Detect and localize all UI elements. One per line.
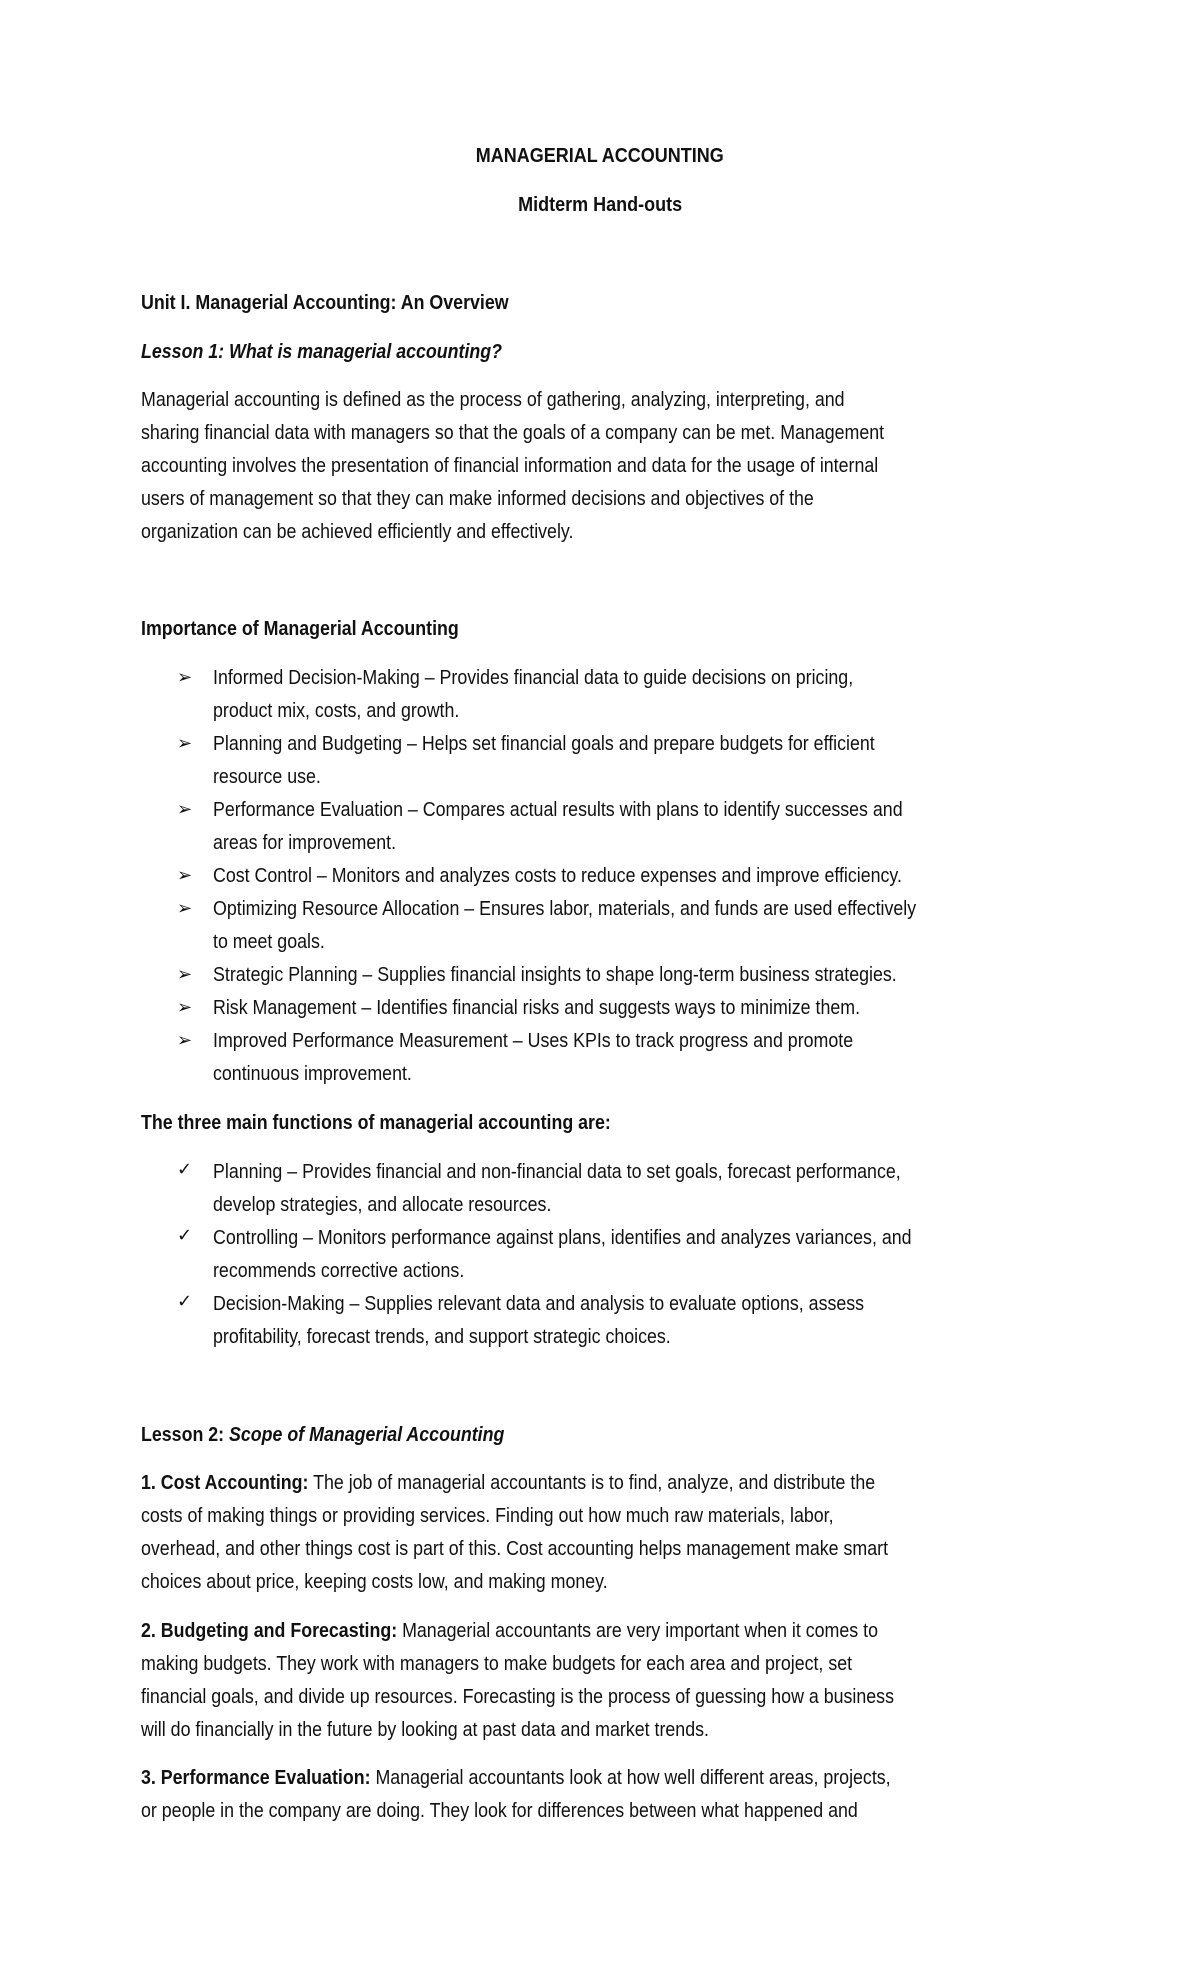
body-line: accounting involves the presentation of financial information and data for the usage of internal	[141, 455, 879, 477]
list-item-line: Improved Performance Measurement – Uses KPIs to track progress and promote	[213, 1030, 854, 1052]
section-first-line	[141, 1619, 878, 1643]
body-line: Managerial accounting is defined as the process of gathering, analyzing, interpreting, and	[141, 389, 845, 411]
section-line: overhead, and other things cost is part of this. Cost accounting helps management make smart	[141, 1538, 889, 1560]
body-line: organization can be achieved efficiently and effectively.	[141, 521, 574, 543]
section-label: 3. Performance Evaluation:	[141, 1767, 371, 1789]
section-text: Managerial accountants look at how well different areas, projects,	[370, 1767, 891, 1789]
list-item-line: Strategic Planning – Supplies financial insights to shape long-term business strategies.	[213, 964, 897, 986]
list-item-line: continuous improvement.	[213, 1063, 412, 1085]
list-item-line: Planning and Budgeting – Helps set financial goals and prepare budgets for efficient	[213, 733, 875, 755]
list-item-line: recommends corrective actions.	[213, 1260, 465, 1282]
section-line: making budgets. They work with managers to make budgets for each area and project, set	[141, 1653, 853, 1675]
section-line: or people in the company are doing. They look for differences between what happened and	[141, 1800, 858, 1822]
list-item-line: Controlling – Monitors performance against plans, identifies and analyzes variances, and	[213, 1227, 912, 1249]
arrow-bullet-icon: ➢	[177, 964, 193, 985]
check-bullet-icon: ✓	[177, 1225, 193, 1246]
lesson1-heading: Lesson 1: What is managerial accounting?	[141, 341, 503, 363]
lesson2-prefix: Lesson 2:	[141, 1424, 230, 1446]
list-item-line: Informed Decision-Making – Provides financial data to guide decisions on pricing,	[213, 667, 854, 689]
section-text: The job of managerial accountants is to find, analyze, and distribute the	[308, 1472, 876, 1494]
list-item-line: Performance Evaluation – Compares actual results with plans to identify successes and	[213, 799, 903, 821]
unit-heading: Unit I. Managerial Accounting: An Overview	[141, 292, 509, 314]
body-line: users of management so that they can make informed decisions and objectives of the	[141, 488, 814, 510]
check-bullet-icon: ✓	[177, 1291, 193, 1312]
list-item-line: Cost Control – Monitors and analyzes costs to reduce expenses and improve efficiency.	[213, 865, 902, 887]
list-item-line: areas for improvement.	[213, 832, 397, 854]
list-item-line: Risk Management – Identifies financial risks and suggests ways to minimize them.	[213, 997, 861, 1019]
section-first-line	[141, 1471, 875, 1495]
section-text: Managerial accountants are very important when it comes to	[397, 1620, 878, 1642]
list-item-line: Decision-Making – Supplies relevant data and analysis to evaluate options, assess	[213, 1293, 865, 1315]
document-title: MANAGERIAL ACCOUNTING	[475, 145, 724, 167]
lesson2-title: Scope of Managerial Accounting	[229, 1424, 505, 1446]
section-line: choices about price, keeping costs low, and making money.	[141, 1571, 608, 1593]
section-first-line	[141, 1766, 891, 1790]
body-line: sharing financial data with managers so that the goals of a company can be met. Management	[141, 422, 885, 444]
list-item-line: to meet goals.	[213, 931, 325, 953]
list-item-line: Planning – Provides financial and non-financial data to set goals, forecast performance,	[213, 1161, 901, 1183]
list-item-line: product mix, costs, and growth.	[213, 700, 460, 722]
arrow-bullet-icon: ➢	[177, 898, 193, 919]
list-item-line: Optimizing Resource Allocation – Ensures labor, materials, and funds are used effectively	[213, 898, 917, 920]
section-line: financial goals, and divide up resources. Forecasting is the process of guessing how a business	[141, 1686, 894, 1708]
functions-heading: The three main functions of managerial accounting are:	[141, 1112, 611, 1134]
section-line: will do financially in the future by looking at past data and market trends.	[141, 1719, 709, 1741]
document-subtitle: Midterm Hand-outs	[518, 194, 682, 216]
arrow-bullet-icon: ➢	[177, 733, 193, 754]
arrow-bullet-icon: ➢	[177, 865, 193, 886]
section-label: 2. Budgeting and Forecasting:	[141, 1620, 398, 1642]
list-item-line: resource use.	[213, 766, 321, 788]
check-bullet-icon: ✓	[177, 1159, 193, 1180]
section-label: 1. Cost Accounting:	[141, 1472, 309, 1494]
arrow-bullet-icon: ➢	[177, 1030, 193, 1051]
section-line: costs of making things or providing services. Finding out how much raw materials, labor,	[141, 1505, 834, 1527]
importance-heading: Importance of Managerial Accounting	[141, 618, 459, 640]
arrow-bullet-icon: ➢	[177, 997, 193, 1018]
lesson2-heading	[141, 1423, 504, 1447]
arrow-bullet-icon: ➢	[177, 667, 193, 688]
list-item-line: develop strategies, and allocate resources.	[213, 1194, 552, 1216]
arrow-bullet-icon: ➢	[177, 799, 193, 820]
list-item-line: profitability, forecast trends, and support strategic choices.	[213, 1326, 671, 1348]
